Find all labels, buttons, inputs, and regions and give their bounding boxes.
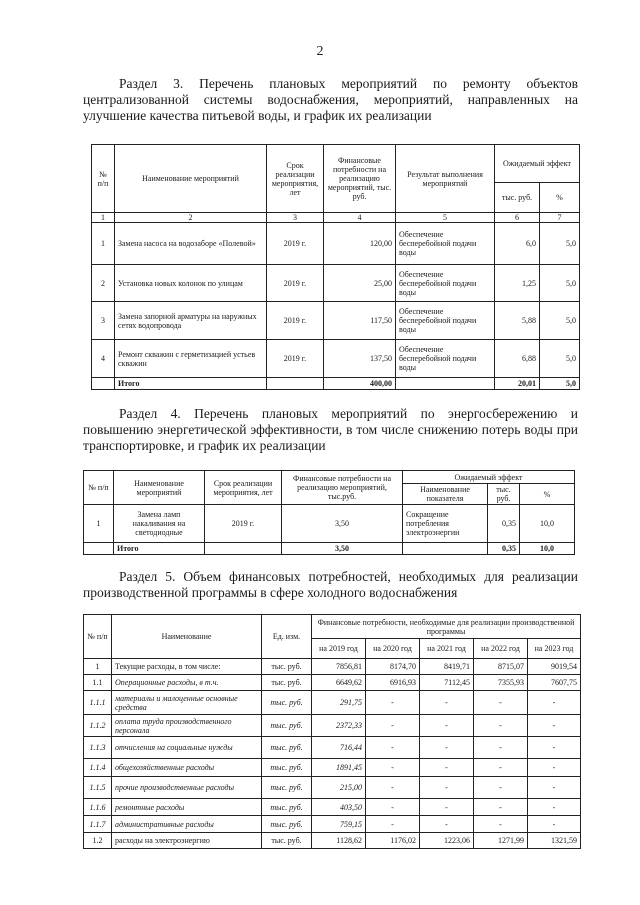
header-year: на 2023 год <box>528 639 581 659</box>
section3-table <box>91 144 580 390</box>
table-cell: 2019 г. <box>267 265 324 302</box>
row-value: - <box>366 691 420 715</box>
row-number: 1.1.4 <box>84 759 112 777</box>
header-name: Наименование мероприятий <box>114 471 205 505</box>
header-term: Срок реализации мероприятия, лет <box>205 471 282 505</box>
table-cell: 0,35 <box>488 543 520 555</box>
row-value: 1223,06 <box>420 833 474 849</box>
row-value: - <box>420 799 474 816</box>
row-value: 1271,99 <box>474 833 528 849</box>
row-number: 1.1.2 <box>84 715 112 737</box>
row-number: 1 <box>84 659 112 675</box>
section4-table <box>83 470 575 555</box>
table-cell: 5,0 <box>540 223 580 265</box>
section5-table <box>83 614 581 849</box>
table-cell <box>403 543 488 555</box>
row-name: административные расходы <box>112 816 262 833</box>
row-value: - <box>474 759 528 777</box>
table-cell: 3 <box>92 302 115 340</box>
row-value: - <box>474 715 528 737</box>
table-row <box>92 223 580 265</box>
row-value: - <box>420 691 474 715</box>
table-row <box>92 302 580 340</box>
table-cell: Обеспечение бесперебойной подачи воды <box>396 223 495 265</box>
table-cell: 1 <box>92 223 115 265</box>
row-name: прочие производственные расходы <box>112 777 262 799</box>
row-value: - <box>366 759 420 777</box>
header-effect: Ожидаемый эффект <box>495 145 580 183</box>
table-cell: 20,01 <box>495 378 540 390</box>
table-cell: 6 <box>495 213 540 223</box>
table-row <box>92 340 580 378</box>
table-cell: 137,50 <box>324 340 396 378</box>
table-row <box>84 715 581 737</box>
header-finance: Финансовые потребности, необходимые для реализации производственной программы <box>312 615 581 639</box>
row-name: ремонтные расходы <box>112 799 262 816</box>
table-row <box>84 799 581 816</box>
row-value: - <box>474 737 528 759</box>
header-finance: Финансовые потребности на реализацию мероприятий, тыс. руб. <box>324 145 396 213</box>
row-value: - <box>474 799 528 816</box>
table-cell: 2019 г. <box>267 340 324 378</box>
row-number: 1.1.1 <box>84 691 112 715</box>
header-term: Срок реализации мероприятия, лет <box>267 145 324 213</box>
header-rub: тыс. руб. <box>488 484 520 505</box>
table-cell: 1 <box>84 505 114 543</box>
row-value: 6916,93 <box>366 675 420 691</box>
row-name: Текущие расходы, в том числе: <box>112 659 262 675</box>
row-unit: тыс. руб. <box>262 659 312 675</box>
row-name: оплата труда производственного персонала <box>112 715 262 737</box>
header-year: на 2021 год <box>420 639 474 659</box>
row-value: 7856,81 <box>312 659 366 675</box>
table-cell: 3,50 <box>282 505 403 543</box>
total-row <box>92 378 580 390</box>
row-value: - <box>528 816 581 833</box>
row-unit: тыс. руб. <box>262 816 312 833</box>
table-cell: 4 <box>324 213 396 223</box>
row-value: - <box>366 737 420 759</box>
row-number: 1.1.5 <box>84 777 112 799</box>
table-cell: 3 <box>267 213 324 223</box>
table-row <box>92 265 580 302</box>
table-cell: Сокращение потребления электроэнергии <box>403 505 488 543</box>
table-cell: Замена ламп накаливания на светодиодные <box>114 505 205 543</box>
table-row <box>84 675 581 691</box>
row-value: 291,75 <box>312 691 366 715</box>
header-year: на 2020 год <box>366 639 420 659</box>
row-value: 716,44 <box>312 737 366 759</box>
row-unit: тыс. руб. <box>262 737 312 759</box>
row-unit: тыс. руб. <box>262 759 312 777</box>
header-finance: Финансовые потребности на реализацию мероприятий, тыс.руб. <box>282 471 403 505</box>
table-cell: 5,0 <box>540 265 580 302</box>
row-value: 215,00 <box>312 777 366 799</box>
row-value: 7112,45 <box>420 675 474 691</box>
row-value: 8174,70 <box>366 659 420 675</box>
header-effect: Ожидаемый эффект <box>403 471 575 484</box>
row-value: 2372,33 <box>312 715 366 737</box>
row-value: 759,15 <box>312 816 366 833</box>
table-cell <box>84 543 114 555</box>
table-cell: 2019 г. <box>267 223 324 265</box>
row-unit: тыс. руб. <box>262 799 312 816</box>
row-unit: тыс. руб. <box>262 675 312 691</box>
row-number: 1.1 <box>84 675 112 691</box>
table-cell <box>92 378 115 390</box>
row-value: 1176,02 <box>366 833 420 849</box>
table-cell: 2 <box>92 265 115 302</box>
header-pct: % <box>520 484 575 505</box>
table-row <box>84 691 581 715</box>
header-effect-rub: тыс. руб. <box>495 183 540 213</box>
header-year: на 2019 год <box>312 639 366 659</box>
table-cell <box>205 543 282 555</box>
table-cell: Замена запорной арматуры на наружных сетях водопровода <box>115 302 267 340</box>
row-value: - <box>366 816 420 833</box>
table-row <box>92 145 580 183</box>
row-value: 403,50 <box>312 799 366 816</box>
row-value: - <box>366 799 420 816</box>
row-value: 7355,93 <box>474 675 528 691</box>
table-cell: Обеспечение бесперебойной подачи воды <box>396 302 495 340</box>
table-cell: Итого <box>115 378 267 390</box>
page-number: 2 <box>316 44 324 59</box>
row-number: 1.1.7 <box>84 816 112 833</box>
header-indicator: Наименование показателя <box>403 484 488 505</box>
header-effect-pct: % <box>540 183 580 213</box>
table-cell: 25,00 <box>324 265 396 302</box>
table-cell: 120,00 <box>324 223 396 265</box>
row-number: 1.2 <box>84 833 112 849</box>
row-value: - <box>420 759 474 777</box>
row-value: - <box>474 777 528 799</box>
row-value: 1128,62 <box>312 833 366 849</box>
table-row <box>84 659 581 675</box>
row-value: 1321,59 <box>528 833 581 849</box>
table-cell: Ремонт скважин с герметизацией устьев скважин <box>115 340 267 378</box>
section5-title: Раздел 5. Объем финансовых потребностей, необходимых для реализации производственной программы в сфере холодного водоснабжения <box>83 569 578 600</box>
table-row <box>84 615 581 639</box>
row-value: - <box>420 737 474 759</box>
row-value: - <box>420 715 474 737</box>
table-cell: 10,0 <box>520 505 575 543</box>
row-unit: тыс. руб. <box>262 691 312 715</box>
table-cell: 5,0 <box>540 302 580 340</box>
table-cell: 3,50 <box>282 543 403 555</box>
row-value: 6649,62 <box>312 675 366 691</box>
row-value: - <box>528 799 581 816</box>
row-value: - <box>528 737 581 759</box>
header-name: Наименование <box>112 615 262 659</box>
table-cell: 6,0 <box>495 223 540 265</box>
table-cell: 5 <box>396 213 495 223</box>
row-unit: тыс. руб. <box>262 833 312 849</box>
table-cell: 5,0 <box>540 378 580 390</box>
table-cell: 4 <box>92 340 115 378</box>
row-value: - <box>528 691 581 715</box>
row-value: 7607,75 <box>528 675 581 691</box>
total-row <box>84 543 575 555</box>
table-cell: 400,00 <box>324 378 396 390</box>
row-number: 1.1.6 <box>84 799 112 816</box>
table-cell: 2 <box>115 213 267 223</box>
table-cell: 5,0 <box>540 340 580 378</box>
row-value: 8419,71 <box>420 659 474 675</box>
row-value: - <box>366 715 420 737</box>
header-name: Наименование мероприятий <box>115 145 267 213</box>
table-row <box>84 505 575 543</box>
table-cell: 6,88 <box>495 340 540 378</box>
row-number: 1.1.3 <box>84 737 112 759</box>
table-cell: 1 <box>92 213 115 223</box>
row-value: 1891,45 <box>312 759 366 777</box>
table-cell <box>267 378 324 390</box>
header-result: Результат выполнения мероприятий <box>396 145 495 213</box>
row-unit: тыс. руб. <box>262 777 312 799</box>
row-name: Операционные расходы, в т.ч. <box>112 675 262 691</box>
row-value: 9019,54 <box>528 659 581 675</box>
table-row <box>84 777 581 799</box>
table-cell: 1,25 <box>495 265 540 302</box>
row-value: - <box>420 816 474 833</box>
table-row <box>84 759 581 777</box>
row-name: расходы на электроэнергию <box>112 833 262 849</box>
table-cell: Замена насоса на водозаборе «Полевой» <box>115 223 267 265</box>
row-value: - <box>420 777 474 799</box>
row-value: 8715,07 <box>474 659 528 675</box>
table-cell <box>396 378 495 390</box>
table-cell: 7 <box>540 213 580 223</box>
table-cell: 0,35 <box>488 505 520 543</box>
table-cell: Итого <box>114 543 205 555</box>
row-unit: тыс. руб. <box>262 715 312 737</box>
row-value: - <box>528 777 581 799</box>
table-cell: Обеспечение бесперебойной подачи воды <box>396 340 495 378</box>
row-value: - <box>528 759 581 777</box>
table-cell: Обеспечение бесперебойной подачи воды <box>396 265 495 302</box>
header-unit: Ед. изм. <box>262 615 312 659</box>
column-number-row <box>92 213 580 223</box>
table-cell: Установка новых колонок по улицам <box>115 265 267 302</box>
row-value: - <box>474 816 528 833</box>
table-cell: 2019 г. <box>267 302 324 340</box>
row-name: общехозяйственные расходы <box>112 759 262 777</box>
table-row <box>84 471 575 484</box>
table-cell: 5,88 <box>495 302 540 340</box>
row-value: - <box>474 691 528 715</box>
header-num: № п/п <box>84 471 114 505</box>
row-value: - <box>528 715 581 737</box>
row-name: отчисления на социальные нужды <box>112 737 262 759</box>
row-name: материалы и малоценные основные средства <box>112 691 262 715</box>
table-cell: 10,0 <box>520 543 575 555</box>
row-value: - <box>366 777 420 799</box>
header-num: № п/п <box>84 615 112 659</box>
section3-title: Раздел 3. Перечень плановых мероприятий по ремонту объектов централизованной системы водоснабжения, мероприятий, направленных на улучшение качества питьевой воды, и график их реализации <box>83 76 578 123</box>
table-cell: 2019 г. <box>205 505 282 543</box>
table-row <box>84 833 581 849</box>
header-year: на 2022 год <box>474 639 528 659</box>
table-row <box>84 737 581 759</box>
table-row <box>84 816 581 833</box>
header-num: № п/п <box>92 145 115 213</box>
table-cell: 117,50 <box>324 302 396 340</box>
section4-title: Раздел 4. Перечень плановых мероприятий по энергосбережению и повышению энергетической эффективности, в том числе снижению потерь воды при транспортировке, и график их реализации <box>83 406 578 453</box>
